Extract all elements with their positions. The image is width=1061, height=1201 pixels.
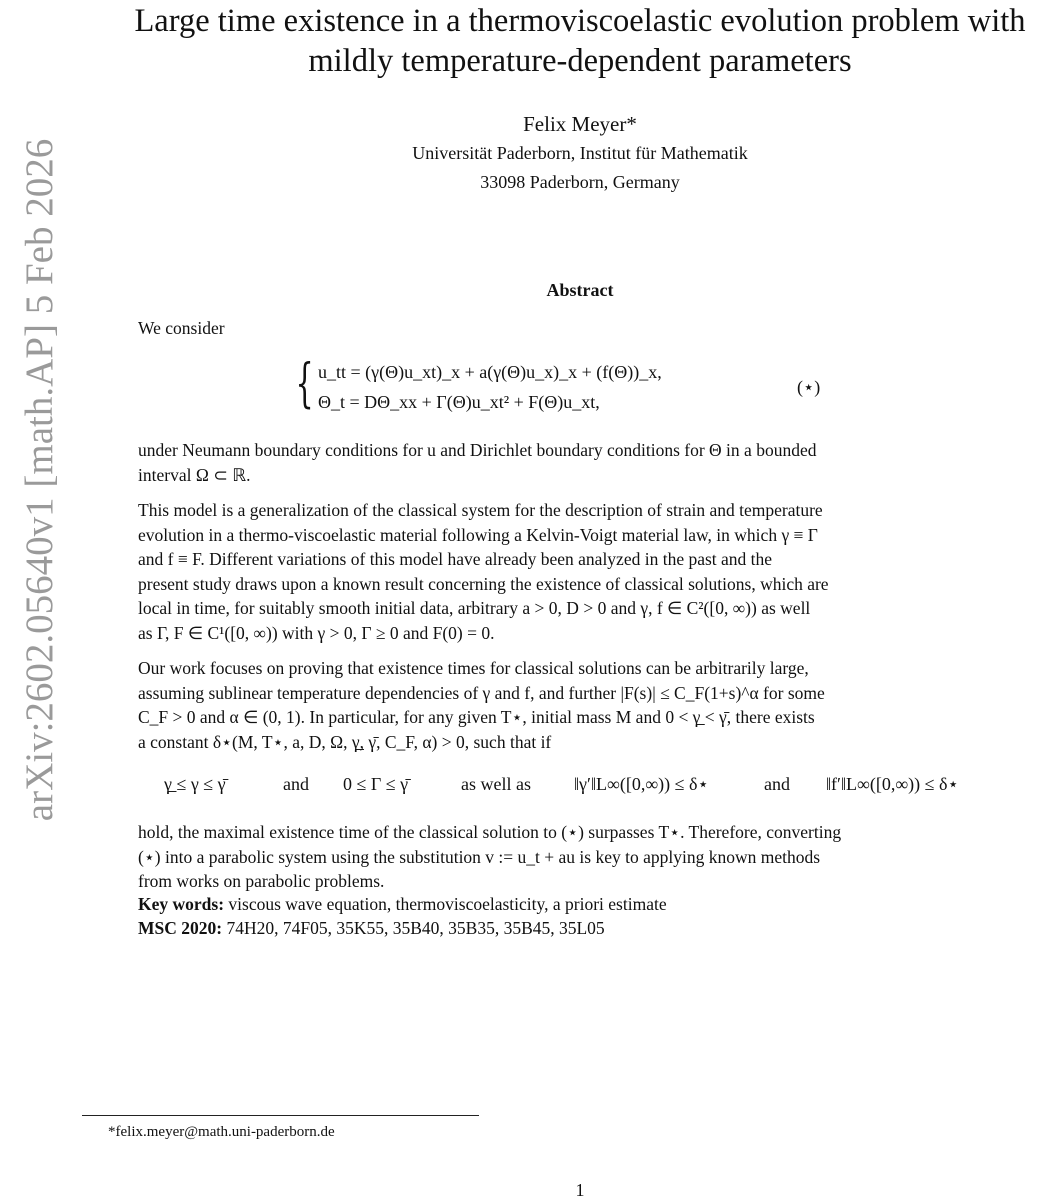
paper-title-line-1: Large time existence in a thermoviscoelastic evolution problem with bbox=[134, 3, 1026, 39]
paragraph-line: evolution in a thermo-viscoelastic material following a Kelvin-Voigt material law, in which γ ≡ Γ bbox=[138, 524, 818, 545]
abstract-paragraph-1 bbox=[138, 438, 1020, 487]
paragraph-line: under Neumann boundary conditions for u and Dirichlet boundary conditions for Θ in a bounded bbox=[138, 440, 817, 460]
footnote-rule bbox=[82, 1115, 479, 1116]
msc-label: MSC 2020: bbox=[138, 918, 223, 938]
equation-line-2: Θ_t = DΘ_xx + Γ(Θ)u_xt² + F(Θ)u_xt, bbox=[318, 392, 600, 412]
msc-text: 74H20, 74F05, 35K55, 35B40, 35B35, 35B45, 35L05 bbox=[226, 918, 605, 938]
equation-tag: (⋆) bbox=[797, 377, 821, 397]
keywords-text: viscous wave equation, thermoviscoelasticity, a priori estimate bbox=[228, 894, 667, 914]
paragraph-line: present study draws upon a known result concerning the existence of classical solutions, which are bbox=[138, 573, 829, 594]
paragraph-line: hold, the maximal existence time of the classical solution to (⋆) surpasses T⋆. Therefore, converting bbox=[138, 822, 842, 842]
condition-f-derivative: ‖f′‖L∞([0,∞)) ≤ δ⋆ bbox=[826, 774, 959, 794]
paragraph-line: (⋆) into a parabolic system using the substitution v := u_t + au is key to applying known methods bbox=[138, 846, 821, 867]
paragraph-line: as Γ, F ∈ C¹([0, ∞)) with γ > 0, Γ ≥ 0 and F(0) = 0. bbox=[138, 622, 495, 643]
condition-gamma-derivative: ‖γ′‖L∞([0,∞)) ≤ δ⋆ bbox=[574, 774, 709, 794]
abstract-paragraph-2 bbox=[138, 498, 1020, 645]
paragraph-line: C_F > 0 and α ∈ (0, 1). In particular, for any given T⋆, initial mass M and 0 < γ̲ < γ̄, there exists bbox=[138, 707, 815, 727]
keywords-line bbox=[138, 894, 667, 915]
system-brace: { bbox=[295, 354, 314, 414]
paragraph-line: Our work focuses on proving that existence times for classical solutions can be arbitrarily large, bbox=[138, 658, 809, 678]
keywords-label: Key words: bbox=[138, 894, 225, 914]
abstract-intro: We consider bbox=[138, 318, 225, 338]
abstract-paragraph-4 bbox=[138, 820, 1020, 894]
condition-gamma-bounds: γ̲ ≤ γ ≤ γ̄ bbox=[164, 774, 226, 794]
paragraph-line: and f ≡ F. Different variations of this model have already been analyzed in the past and the bbox=[138, 549, 773, 569]
paragraph-line: interval Ω ⊂ ℝ. bbox=[138, 464, 251, 485]
msc-line bbox=[138, 918, 605, 939]
footnote-email: *felix.meyer@math.uni-paderborn.de bbox=[108, 1124, 335, 1140]
abstract-paragraph-3 bbox=[138, 656, 1020, 754]
condition-and-2: and bbox=[764, 774, 790, 794]
condition-Gamma-bounds: 0 ≤ Γ ≤ γ̄ bbox=[343, 774, 409, 794]
condition-and-1: and bbox=[283, 774, 309, 794]
paragraph-line: from works on parabolic problems. bbox=[138, 871, 385, 891]
abstract-heading: Abstract bbox=[546, 280, 614, 300]
paragraph-line: This model is a generalization of the classical system for the description of strain and temperature bbox=[138, 500, 823, 520]
page-number: 1 bbox=[575, 1180, 585, 1200]
condition-as-well-as: as well as bbox=[461, 774, 531, 794]
affiliation-line-2: 33098 Paderborn, Germany bbox=[480, 172, 680, 192]
paragraph-line: local in time, for suitably smooth initial data, arbitrary a > 0, D > 0 and γ, f ∈ C²([0, ∞)) as well bbox=[138, 598, 811, 618]
affiliation-line-1: Universität Paderborn, Institut für Mathematik bbox=[412, 143, 748, 163]
arxiv-identifier-stamp: arXiv:2602.05640v1 [math.AP] 5 Feb 2026 bbox=[18, 138, 61, 822]
author-name: Felix Meyer* bbox=[523, 112, 637, 136]
paper-title-line-2: mildly temperature-dependent parameters bbox=[308, 43, 852, 79]
paragraph-line: a constant δ⋆(M, T⋆, a, D, Ω, γ̲, γ̄, C_F, α) > 0, such that if bbox=[138, 731, 552, 752]
paragraph-line: assuming sublinear temperature dependencies of γ and f, and further |F(s)| ≤ C_F(1+s)^α for some bbox=[138, 682, 825, 703]
equation-line-1: u_tt = (γ(Θ)u_xt)_x + a(γ(Θ)u_x)_x + (f(Θ))_x, bbox=[318, 362, 662, 382]
